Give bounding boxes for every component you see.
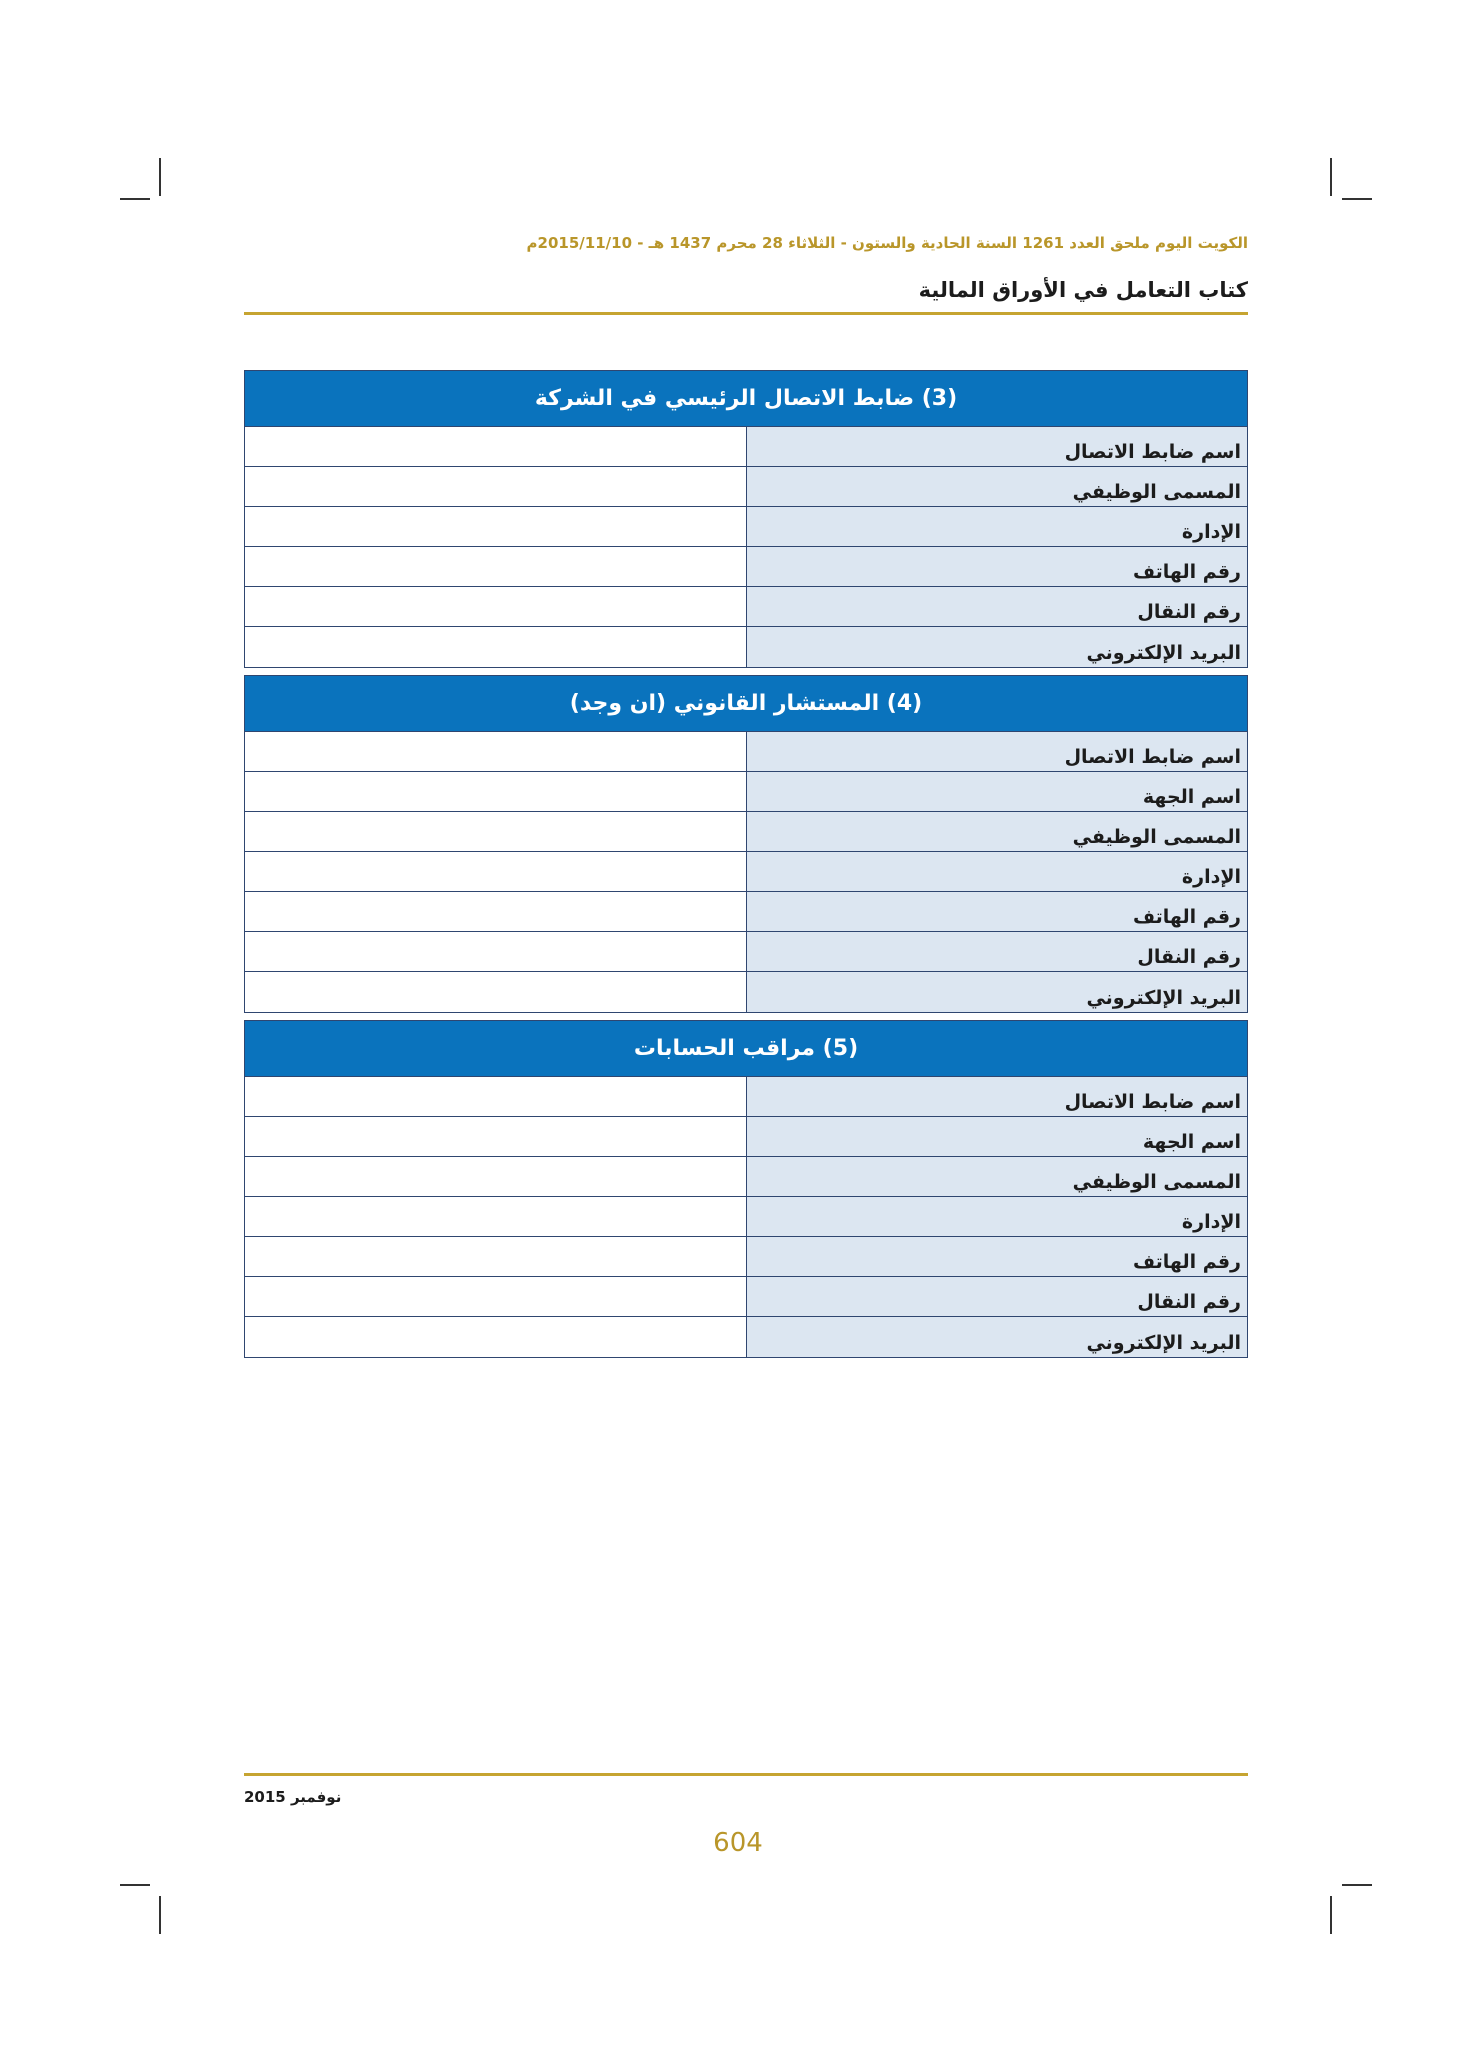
form-row xyxy=(245,507,1247,547)
form-row xyxy=(245,547,1247,587)
field-label: اسم الجهة xyxy=(746,1117,1247,1156)
field-label: اسم ضابط الاتصال xyxy=(746,427,1247,466)
field-label: المسمى الوظيفي xyxy=(746,1157,1247,1196)
field-label: البريد الإلكتروني xyxy=(746,627,1247,667)
crop-mark xyxy=(120,198,150,200)
field-label: الإدارة xyxy=(746,1197,1247,1236)
section-main-contact-officer xyxy=(244,370,1248,668)
crop-mark xyxy=(159,1896,161,1934)
footer-rule xyxy=(244,1773,1248,1776)
crop-mark xyxy=(1330,158,1332,196)
masthead: الكويت اليوم ملحق العدد 1261 السنة الحادية والستون - الثلاثاء 28 محرم 1437 هـ - 2015/11/10م xyxy=(526,234,1248,252)
field-value[interactable] xyxy=(245,1197,746,1236)
field-value[interactable] xyxy=(245,732,746,771)
field-value[interactable] xyxy=(245,467,746,506)
form-row xyxy=(245,587,1247,627)
field-value[interactable] xyxy=(245,852,746,891)
form-row xyxy=(245,772,1247,812)
field-label: رقم النقال xyxy=(746,587,1247,626)
crop-mark xyxy=(1342,198,1372,200)
page-number: 604 xyxy=(713,1828,763,1858)
section-auditor xyxy=(244,1020,1248,1358)
section-legal-advisor xyxy=(244,675,1248,1013)
field-value[interactable] xyxy=(245,1077,746,1116)
field-label: رقم النقال xyxy=(746,932,1247,971)
field-label: المسمى الوظيفي xyxy=(746,467,1247,506)
field-value[interactable] xyxy=(245,1117,746,1156)
form-row xyxy=(245,852,1247,892)
form-row xyxy=(245,1157,1247,1197)
section-title: (3) ضابط الاتصال الرئيسي في الشركة xyxy=(245,371,1247,427)
field-value[interactable] xyxy=(245,1157,746,1196)
field-value[interactable] xyxy=(245,587,746,626)
field-label: البريد الإلكتروني xyxy=(746,1317,1247,1357)
form-row xyxy=(245,1277,1247,1317)
field-value[interactable] xyxy=(245,1237,746,1276)
form-row xyxy=(245,972,1247,1012)
field-label: اسم ضابط الاتصال xyxy=(746,732,1247,771)
field-value[interactable] xyxy=(245,1277,746,1316)
field-label: اسم ضابط الاتصال xyxy=(746,1077,1247,1116)
header-rule xyxy=(244,312,1248,315)
field-value[interactable] xyxy=(245,1317,746,1357)
field-value[interactable] xyxy=(245,547,746,586)
form-row xyxy=(245,732,1247,772)
field-label: رقم الهاتف xyxy=(746,547,1247,586)
form-row xyxy=(245,627,1247,667)
field-value[interactable] xyxy=(245,627,746,667)
section-title: (5) مراقب الحسابات xyxy=(245,1021,1247,1077)
field-label: رقم النقال xyxy=(746,1277,1247,1316)
field-value[interactable] xyxy=(245,972,746,1012)
form-row xyxy=(245,1117,1247,1157)
field-value[interactable] xyxy=(245,812,746,851)
form-row xyxy=(245,467,1247,507)
crop-mark xyxy=(1330,1896,1332,1934)
field-label: رقم الهاتف xyxy=(746,892,1247,931)
crop-mark xyxy=(159,158,161,196)
form-row xyxy=(245,892,1247,932)
field-label: الإدارة xyxy=(746,852,1247,891)
form-row xyxy=(245,1077,1247,1117)
field-label: اسم الجهة xyxy=(746,772,1247,811)
section-title: (4) المستشار القانوني (ان وجد) xyxy=(245,676,1247,732)
form-row xyxy=(245,1237,1247,1277)
field-value[interactable] xyxy=(245,892,746,931)
form-row xyxy=(245,1317,1247,1357)
book-title: كتاب التعامل في الأوراق المالية xyxy=(918,278,1248,302)
field-label: المسمى الوظيفي xyxy=(746,812,1247,851)
form-row xyxy=(245,427,1247,467)
field-value[interactable] xyxy=(245,427,746,466)
field-label: رقم الهاتف xyxy=(746,1237,1247,1276)
field-value[interactable] xyxy=(245,507,746,546)
footer-date: نوفمبر 2015 xyxy=(244,1788,342,1806)
field-label: الإدارة xyxy=(746,507,1247,546)
field-value[interactable] xyxy=(245,932,746,971)
field-value[interactable] xyxy=(245,772,746,811)
form-row xyxy=(245,1197,1247,1237)
form-row xyxy=(245,932,1247,972)
crop-mark xyxy=(120,1884,150,1886)
field-label: البريد الإلكتروني xyxy=(746,972,1247,1012)
crop-mark xyxy=(1342,1884,1372,1886)
form-row xyxy=(245,812,1247,852)
